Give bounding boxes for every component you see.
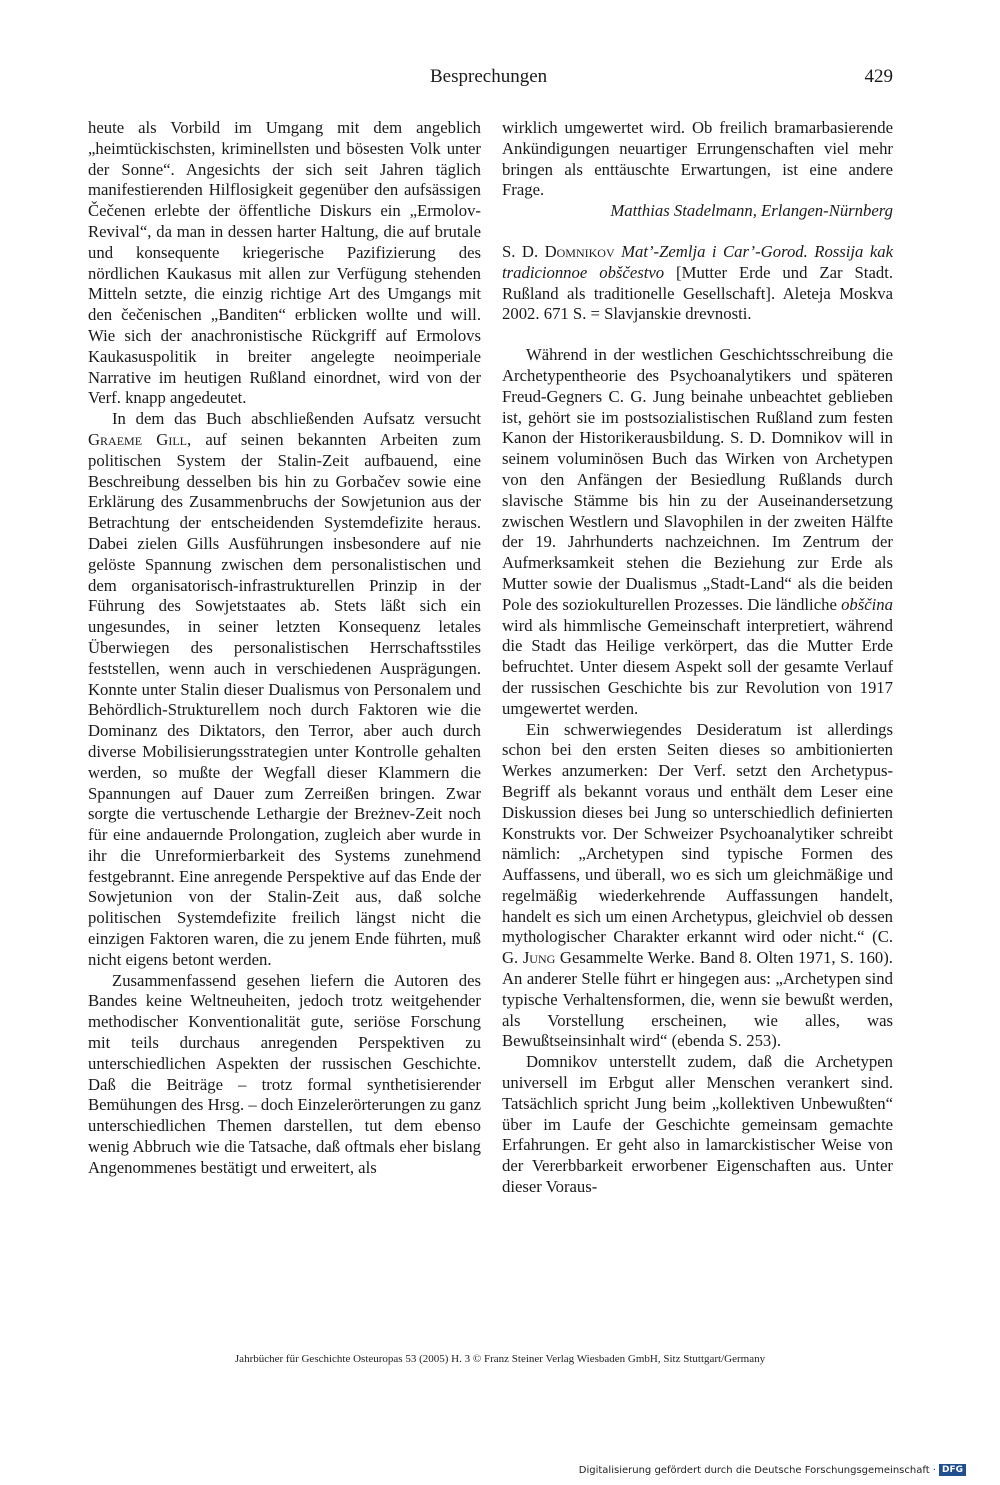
left-paragraph-1: heute als Vorbild im Umgang mit dem angeblich „heimtückischsten, kriminellsten und bösesten Volk unter der Sonne“. Angesichts der sich seit Jahren täglich manifestierenden Hilflosigkeit gegenüber den aufsässigen Čečenen erlebte der öffentliche Diskurs ein „Ermolov-Revival“, da man in dessen harter Haltung, die auf brutale und konsequente kriegerische Pazifizierung des nördlichen Kaukasus mit allen zur Verfügung stehenden Mitteln setzte, die einzig richtige Art des Umgangs mit den čečenischen „Banditen“ erblicken wollte und will. Wie sich der anachronistische Rückgriff auf Ermolovs Kaukasuspolitik in breiter angelegte neoimperiale Narrative im heutigen Rußland einordnet, wird von der Verf. knapp angedeutet. [88,118,481,408]
right-paragraph-4: Domnikov unterstellt zudem, daß die Archetypen universell im Erbgut aller Menschen verankert sind. Tatsächlich spricht Jung beim „kollektiven Unbewußten“ über im Laufe der Geschichte gemeinsam gemachte Erfahrungen. Er geht also in lamarckistischer Weise von der Vererbbarkeit erworbener Eigenschaften aus. Unter dieser Voraus- [502,1052,893,1197]
author-name: Graeme Gill [88,429,187,449]
paragraph-text: Gesammelte Werke. Band 8. Olten 1971, S. 160). An anderer Stelle führt er hingegen aus: „Archetypen sind typische Verhaltensformen, die, wenn sie bewußt werden, als Vorstellung erscheinen, wie alles, was Bewußtseinsinhalt wird“ (ebenda S. 253). [502,948,893,1051]
right-paragraph-3 [502,720,893,1053]
paragraph-text: In dem das Buch abschließenden Aufsatz versucht [112,409,481,429]
paragraph-text: , auf seinen bekannten Arbeiten zum politischen System der Stalin-Zeit aufbauend, eine Beschreibung desselben bis hin zu Gorbačev sowie eine Erklärung des Zusammenbruchs der Sowjetunion aus der Betrachtung der entscheidenden Systemdefizite heraus. Dabei zielen Gills Ausführungen insbesondere auf nie gelöste Spannung zwischen dem personalistischen und dem organisatorisch-infrastrukturellen Prinzip in der Führung des Sowjetstaates ab. Stets läßt sich ein ungesundes, in seiner letzten Konsequenz letales Überwiegen des personalistischen Herrschaftsstiles feststellen, wenn auch in verschiedenen Ausprägungen. Konnte unter Stalin dieser Dualismus von Personalem und Behördlich-Strukturellem noch durch Faktoren wie die Dominanz des Diktators, den Terror, aber auch durch diverse Mobilisierungsstrategien unter Kontrolle gehalten werden, so mußte der Wegfall dieser Klammern die Spannungen auf Dauer zum Zerreißen bringen. Zwar sorgte die vertuschende Lethargie der Breżnev-Zeit noch für eine andauernde Prolongation, zugleich aber wurde in ihr die Unreformierbarkeit des Systems zunehmend festgebrannt. Eine anregende Perspektive auf das Ende der Sowjetunion von der Stalin-Zeit aus, daß solche politischen Systemdefizite freilich längst nicht die einzigen Faktoren waren, die zu jenem Ende führten, muß nicht eigens betont werden. [88,429,481,969]
biblio-initials: S. D. [502,241,545,261]
paragraph-text: wird als himmlische Gemeinschaft interpretiert, während die Stadt das Heilige verkörpert, das die Mutter Erde befruchtet. Unter diesem Aspekt soll der gesamte Verlauf der russischen Geschichte bis zur Revolution von 1917 umgewertet werden. [502,615,893,718]
right-column [502,118,893,1198]
paragraph-text: Ein schwerwiegendes Desideratum ist allerdings schon bei den ersten Seiten dieses so ambitionierten Werkes anzumerken: Der Verf. setzt den Archetypus-Begriff als bekannt voraus und enthält dem Leser eine Diskussion dieses bei Jung so unterschiedlich definierten Konstrukts vor. Der Schweizer Psychoanalytiker schreibt nämlich: „Archetypen sind typische Formen des Auffassens, und überall, wo es sich um gleichmäßige und regelmäßig wiederkehrende Auffassungen handelt, handelt es sich um einen Archetypus, gleichviel ob dessen mythologischer Charakter erkannt wird oder nicht.“ (C. G. [502,719,893,968]
author-name: Jung [522,948,556,968]
running-title: Besprechungen [430,66,548,87]
left-paragraph-2 [88,409,481,971]
page-number: 429 [864,66,893,87]
bibliographic-entry [502,242,893,325]
reviewer-signature: Matthias Stadelmann, Erlangen-Nürnberg [610,201,893,221]
biblio-title: Mat’-Zemlja i Car’-Gorod. Rossija kak tradicionnoe obščestvo [502,241,893,282]
section-gap [502,325,893,345]
right-paragraph-2 [502,345,893,719]
paragraph-text: Während in der westlichen Geschichtsschreibung die Archetypentheorie des Psychoanalytikers und späteren Freud-Gegners C. G. Jung beinahe unbeachtet geblieben ist, gehört sie im postsozialistischen Rußland zum festen Kanon der Historikerausbildung. S. D. Domnikov will in seinem voluminösen Buch das Wirken von Archetypen von den Anfängen der Besiedlung Rußlands durch slavische Stämme bis hin zu der Auseinandersetzung zwischen Westlern und Slavophilen in der zweiten Hälfte der 19. Jahrhunderts nachzeichnen. Im Zentrum der Aufmerksamkeit stehen die Beziehung zur Erde als Mutter sowie der Dualismus „Stadt-Land“ als die beiden Pole des soziokulturellen Prozesses. Die ländliche [502,345,893,614]
section-gap [502,222,893,242]
digitization-text: Digitalisierung gefördert durch die Deutsche Forschungsgemeinschaft · [578,1464,936,1476]
term-obscina: obščina [841,594,893,614]
left-paragraph-3: Zusammenfassend gesehen liefern die Autoren des Bandes keine Weltneuheiten, jedoch trotz weitgehender methodischer Konventionalität gute, seriöse Forschung mit teils durchaus anregenden Perspektiven zu unterschiedlichen Aspekten der russischen Geschichte. Daß die Beiträge – trotz formal synthetisierender Bemühungen des Hrsg. – doch Einzelerörterungen zu ganz unterschiedlichen Themen darstellen, tut dem ebenso wenig Abbruch wie die Tatsache, daß oftmals eher bislang Angenommenes bestätigt und erweitert, als [88,970,481,1177]
left-column [88,118,481,1179]
journal-footer: Jahrbücher für Geschichte Osteuropas 53 (2005) H. 3 © Franz Steiner Verlag Wiesbaden GmbH, Sitz Stuttgart/Germany [234,1353,766,1365]
right-paragraph-1: wirklich umgewertet wird. Ob freilich bramarbasierende Ankündigungen neuartiger Errungenschaften viel mehr bringen als enttäuschte Erwartungen, ist eine andere Frage. [502,118,893,200]
biblio-author: Domnikov [544,241,615,261]
biblio-details: [Mutter Erde und Zar Stadt. Rußland als traditionelle Gesellschaft]. Aleteja Moskva 2002. 671 S. = Slavjanskie drevnosti. [502,262,894,324]
digitization-notice [579,1464,966,1476]
dfg-logo-icon: DFG [939,1464,966,1476]
page-header [0,66,1000,96]
